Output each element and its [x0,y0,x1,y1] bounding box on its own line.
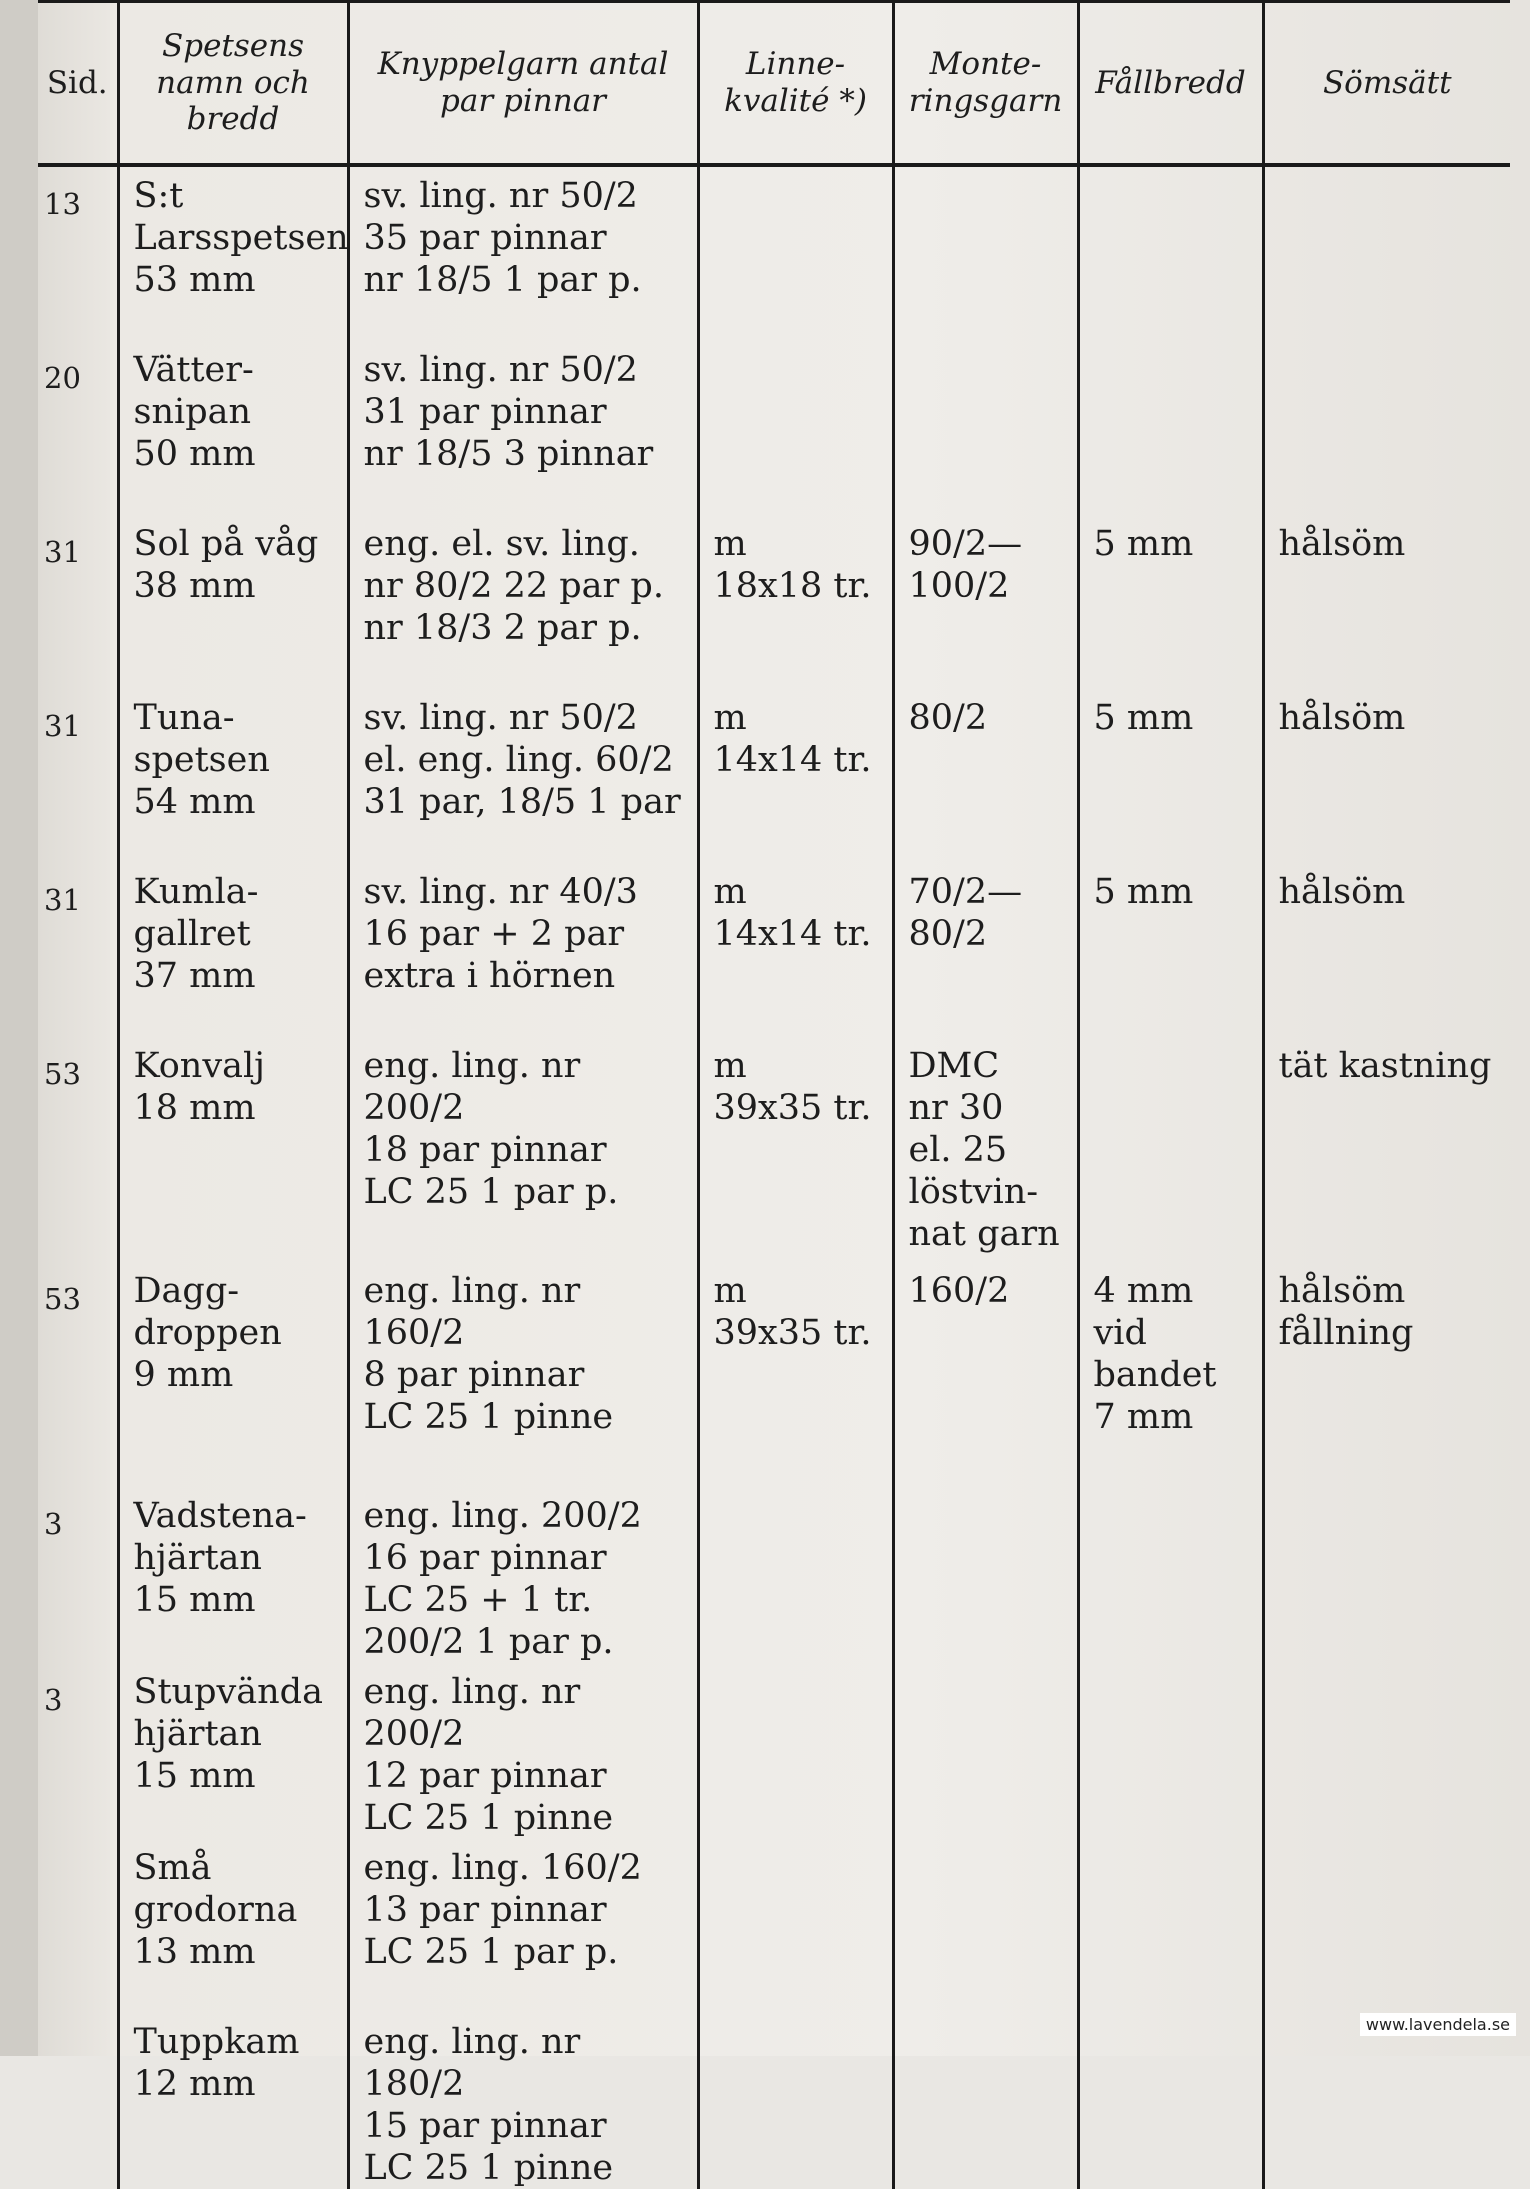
cell-hem [1078,1663,1263,1839]
cell-yarn: eng. ling. nr 200/2 12 par pinnar LC 25 1 pinne [348,1663,698,1839]
table-row [38,1037,1510,1262]
cell-sid: 3 [44,1507,63,1541]
cell-linen [698,165,893,341]
cell-sid [38,2013,118,2189]
cell-hem [1078,1487,1263,1663]
header-linen: Linne- kvalité *) [698,2,893,166]
cell-sid: 20 [44,361,81,395]
table-body [38,165,1510,2189]
cell-stitch [1263,2013,1510,2189]
cell-hem [1078,1839,1263,2013]
cell-linen [698,2013,893,2189]
cell-sid: 31 [44,709,81,743]
watermark: www.lavendela.se [1360,2013,1516,2036]
cell-yarn: sv. ling. nr 50/2 el. eng. ling. 60/2 31 par, 18/5 1 par [348,689,698,863]
cell-stitch [1263,165,1510,341]
cell-mounting: 160/2 [893,1262,1078,1487]
cell-stitch: tät kastning [1263,1037,1510,1262]
table-row [38,1262,1510,1487]
cell-name: Vätter- snipan 50 mm [118,341,348,515]
cell-stitch: hålsöm [1263,689,1510,863]
cell-linen: m 39x35 tr. [698,1262,893,1487]
table-row [38,1663,1510,1839]
header-stitch: Sömsätt [1263,2,1510,166]
cell-hem: 5 mm [1078,515,1263,689]
cell-linen: m 14x14 tr. [698,863,893,1037]
header-mounting: Monte- ringsgarn [893,2,1078,166]
cell-stitch: hålsöm [1263,863,1510,1037]
cell-name: Små grodorna 13 mm [118,1839,348,2013]
table-row [38,165,1510,341]
table-row [38,1839,1510,2013]
table-row [38,341,1510,515]
cell-stitch [1263,341,1510,515]
cell-linen: m 18x18 tr. [698,515,893,689]
cell-sid: 3 [44,1683,63,1717]
cell-mounting [893,1663,1078,1839]
cell-mounting [893,2013,1078,2189]
cell-stitch [1263,1663,1510,1839]
cell-name: Sol på våg 38 mm [118,515,348,689]
cell-mounting [893,1487,1078,1663]
cell-name: Vadstena- hjärtan 15 mm [118,1487,348,1663]
cell-linen [698,1487,893,1663]
cell-linen: m 14x14 tr. [698,689,893,863]
cell-hem [1078,1037,1263,1262]
cell-mounting: DMC nr 30 el. 25 löstvin- nat garn [893,1037,1078,1262]
cell-hem: 5 mm [1078,689,1263,863]
cell-sid: 13 [44,187,81,221]
cell-mounting [893,341,1078,515]
cell-hem [1078,341,1263,515]
lace-specification-table [38,0,1510,2189]
table-row [38,2013,1510,2189]
table-row [38,863,1510,1037]
cell-yarn: eng. ling. nr 180/2 15 par pinnar LC 25 1 pinne [348,2013,698,2189]
cell-linen [698,1839,893,2013]
cell-name: Kumla- gallret 37 mm [118,863,348,1037]
table-row [38,1487,1510,1663]
header-yarn: Knyppelgarn antal par pinnar [348,2,698,166]
cell-yarn: eng. ling. 200/2 16 par pinnar LC 25 + 1 tr. 200/2 1 par p. [348,1487,698,1663]
cell-linen: m 39x35 tr. [698,1037,893,1262]
header-hem: Fållbredd [1078,2,1263,166]
header-sid: Sid. [38,2,118,166]
cell-stitch [1263,1839,1510,2013]
cell-yarn: eng. el. sv. ling. nr 80/2 22 par p. nr 18/3 2 par p. [348,515,698,689]
cell-mounting: 70/2— 80/2 [893,863,1078,1037]
binding-margin [0,0,38,2056]
table-row [38,689,1510,863]
cell-name: Konvalj 18 mm [118,1037,348,1262]
cell-yarn: sv. ling. nr 40/3 16 par + 2 par extra i hörnen [348,863,698,1037]
cell-mounting [893,1839,1078,2013]
cell-mounting: 80/2 [893,689,1078,863]
cell-mounting [893,165,1078,341]
cell-yarn: eng. ling. 160/2 13 par pinnar LC 25 1 par p. [348,1839,698,2013]
cell-linen [698,341,893,515]
cell-hem [1078,2013,1263,2189]
header-row [38,2,1510,166]
cell-hem: 4 mm vid bandet 7 mm [1078,1262,1263,1487]
cell-hem: 5 mm [1078,863,1263,1037]
cell-name: Tuna- spetsen 54 mm [118,689,348,863]
cell-sid: 31 [44,883,81,917]
cell-yarn: eng. ling. nr 160/2 8 par pinnar LC 25 1 pinne [348,1262,698,1487]
cell-sid [38,1839,118,2013]
cell-name: S:t Larsspetsen 53 mm [118,165,348,341]
cell-stitch [1263,1487,1510,1663]
cell-sid: 31 [44,535,81,569]
table-row [38,515,1510,689]
cell-name: Dagg- droppen 9 mm [118,1262,348,1487]
header-name: Spetsens namn och bredd [118,2,348,166]
cell-yarn: sv. ling. nr 50/2 31 par pinnar nr 18/5 3 pinnar [348,341,698,515]
cell-stitch: hålsöm fållning [1263,1262,1510,1487]
cell-sid: 53 [44,1282,81,1316]
cell-mounting: 90/2— 100/2 [893,515,1078,689]
cell-name: Stupvända hjärtan 15 mm [118,1663,348,1839]
cell-name: Tuppkam 12 mm [118,2013,348,2189]
cell-stitch: hålsöm [1263,515,1510,689]
cell-yarn: eng. ling. nr 200/2 18 par pinnar LC 25 1 par p. [348,1037,698,1262]
cell-sid: 53 [44,1057,81,1091]
cell-yarn: sv. ling. nr 50/2 35 par pinnar nr 18/5 1 par p. [348,165,698,341]
cell-linen [698,1663,893,1839]
cell-hem [1078,165,1263,341]
